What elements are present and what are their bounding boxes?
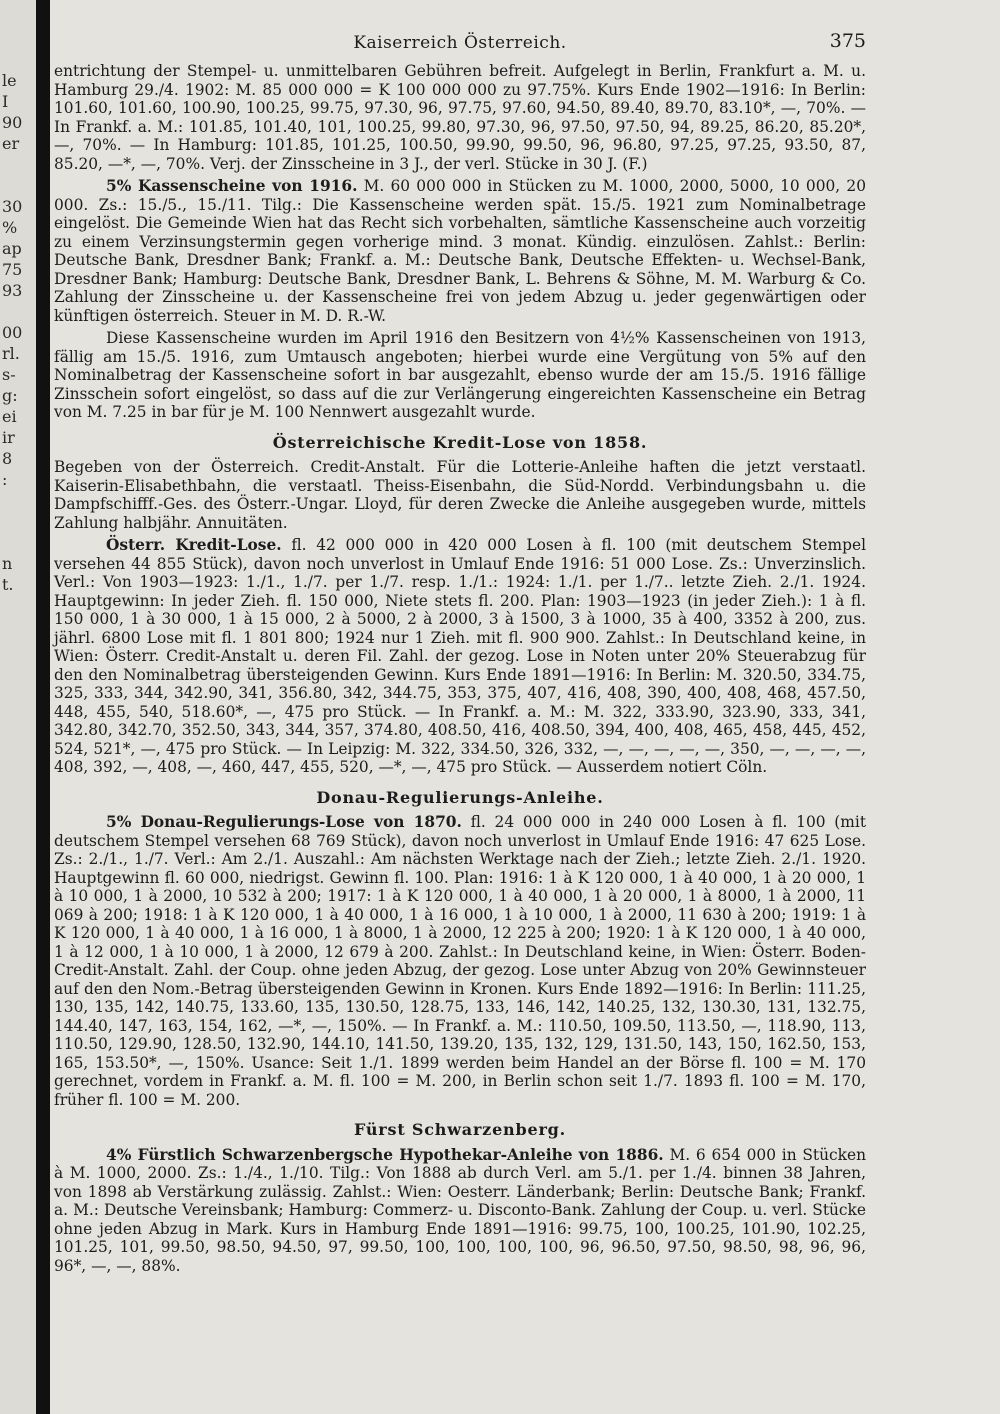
margin-fragment: 93 [2,281,23,300]
entry-donau-lose [54,813,866,1109]
entry-oesterr-kredit-lose [54,536,866,777]
paragraph-exchange-note [54,329,866,422]
paragraph-kredit-lose-intro: Begeben von der Österreich. Credit-Anstalt. Für die Lotterie-Anleihe haften die jetzt verstaatl. Kaiserin-Elisabethbahn, die verstaatl. Theiss-Eisenbahn, die Süd-Nordd. Verbindungsbahn u. die Dampfschifff.-Ges. des Österr.-Ungar. Lloyd, für deren Zwecke die Anleihe ausgegeben wurde, mittels Zahlung halbjähr. Annuitäten. [54,458,866,532]
entry-text: fl. 42 000 000 in 420 000 Losen à fl. 100 (mit deutschem Stempel versehen 44 855 Stück), davon noch unverlost in Umlauf Ende 1916: 51 000 Lose. Zs.: Unverzinslich. Verl.: Von 1903—1923: 1./1., 1./7. per 1./7. resp. 1./1.: 1924: 1./1. per 1./7.. letzte Zieh. 2./1. 1924. Hauptgewinn: In jeder Zieh. fl. 150 000, Niete stets fl. 200. Plan: 1903—1923 (in jeder Zieh.): 1 à fl. 150 000, 1 à 30 000, 1 à 15 000, 2 à 5000, 2 à 2000, 3 à 1500, 3 à 1000, 35 à 400, 3352 à 200, zus. jährl. 6800 Lose mit fl. 1 801 800; 1924 nur 1 Zieh. mit fl. 900 900. Zahlst.: In Deutschland keine, in Wien: Österr. Credit-Anstalt u. deren Fil. Zahl. der gezog. Lose in Noten unter 20% Steuerabzug für den den Nominalbetrag übersteigenden Gewinn. Kurs Ende 1891—1916: In Berlin: M. 320.50, 334.75, 325, 333, 344, 342.90, 341, 356.80, 342, 344.75, 353, 375, 407, 416, 408, 390, 400, 408, 468, 457.50, 448, 455, 540, 518.60*, —, 475 pro Stück. — In Frankf. a. M.: M. 322, 333.90, 323.90, 333, 341, 342.80, 342.70, 352.50, 343, 344, 357, 374.80, 408.50, 416, 408.50, 394, 400, 408, 465, 458, 445, 452, 524, 521*, —, 475 pro Stück. — In Leipzig: M. 322, 334.50, 326, 332, —, —, —, —, —, 350, —, —, —, —, 408, 392, —, 408, —, 460, 447, 455, 520, —*, —, 475 pro Stück. — Ausserdem notiert Cöln. [54,536,866,776]
margin-fragment: 00 [2,323,23,342]
margin-fragment: er [2,134,20,153]
entry-kassenscheine-1916 [54,177,866,325]
margin-fragment: s- [2,365,16,384]
margin-fragment: 30 [2,197,23,216]
margin-fragment: ap [2,239,22,258]
page-number: 375 [829,30,866,52]
section-title-kredit-lose: Österreichische Kredit-Lose von 1858. [272,432,648,452]
entry-text: fl. 24 000 000 in 240 000 Losen à fl. 100 (mit deutschem Stempel versehen 68 769 Stück), davon noch unverlost in Umlauf Ende 1916: 47 625 Lose. Zs.: 2./1., 1./7. Verl.: Am 2./1. Auszahl.: Am nächsten Werktage nach der Zieh.; letzte Zieh. 2./1. 1920. Hauptgewinn fl. 60 000, niedrigst. Gewinn fl. 100. Plan: 1916: 1 à K 120 000, 1 à 40 000, 1 à 20 000, 1 à 10 000, 1 à 2000, 10 532 à 200; 1917: 1 à K 120 000, 1 à 40 000, 1 à 20 000, 1 à 8000, 1 à 2000, 11 069 à 200; 1918: 1 à K 120 000, 1 à 40 000, 1 à 16 000, 1 à 10 000, 1 à 2000, 11 630 à 200; 1919: 1 à K 120 000, 1 à 40 000, 1 à 16 000, 1 à 8000, 1 à 2000, 12 225 à 200; 1920: 1 à K 120 000, 1 à 40 000, 1 à 12 000, 1 à 10 000, 1 à 2000, 12 679 à 200. Zahlst.: In Deutschland keine, in Wien: Österr. Boden-Credit-Anstalt. Zahl. der Coup. ohne jeden Abzug, der gezog. Lose unter Abzug von 20% Gewinnsteuer auf den den Nom.-Betrag übersteigenden Gewinn in Kronen. Kurs Ende 1892—1916: In Berlin: 111.25, 130, 135, 142, 140.75, 133.60, 135, 130.50, 128.75, 133, 146, 142, 140.25, 132, 130.30, 131, 132.75, 144.40, 147, 163, 154, 162, —*, —, 150%. — In Frankf. a. M.: 110.50, 109.50, 113.50, —, 118.90, 113, 110.50, 129.90, 128.50, 132.90, 144.10, 141.50, 139.20, 135, 132, 129, 131.50, 143, 150, 162.50, 153, 165, 153.50*, —, 150%. Usance: Seit 1./1. 1899 werden beim Handel an der Börse fl. 100 = M. 170 gerechnet, vordem in Frankf. a. M. fl. 100 = M. 200, in Berlin schon seit 1./7. 1893 fl. 100 = M. 170, früher fl. 100 = M. 200. [54,813,867,1109]
margin-fragment: n [2,554,13,573]
book-spine-shadow [36,0,50,1414]
page-header [54,28,866,62]
paragraph-bond-continuation: entrichtung der Stempel- u. unmittelbaren Gebühren befreit. Aufgelegt in Berlin, Frankfurt a. M. u. Hamburg 29./4. 1902: M. 85 000 000 = K 100 000 000 zu 97.75%. Kurs Ende 1902—1916: In Berlin: 101.60, 101.60, 100.90, 100.25, 99.75, 97.30, 96, 97.75, 97.60, 94.50, 89.40, 89.70, 83.10*, —, 70%. — In Frankf. a. M.: 101.85, 101.40, 101, 100.25, 99.80, 97.30, 96, 97.50, 97.50, 94, 89.25, 86.20, 85.20*, —, 70%. — In Hamburg: 101.85, 101.25, 100.50, 99.90, 99.50, 96, 96.80, 97.25, 97.25, 93.50, 87, 85.20, —*, —, 70%. Verj. der Zinsscheine in 3 J., der verl. Stücke in 30 J. (F.) [54,62,866,173]
margin-fragment: ir [2,428,15,447]
margin-fragment: le [2,71,17,90]
entry-text: Diese Kassenscheine wurden im April 1916 den Besitzern von 4½% Kassenscheinen von 1913, fällig am 15./5. 1916, zum Umtausch angeboten; hierbei wurde eine Vergütung von 5% auf den Nominalbetrag der Kassenscheine sofort in bar ausgezahlt, ebenso wurde der am 15./5. 1916 fällige Zinsschein sofort eingelöst, so dass auf die zur Verlängerung eingereichten Kassenscheine ein Betrag von M. 7.25 in bar für je M. 100 Nennwert ausgezahlt wurde. [54,329,866,421]
margin-fragment: rl. [2,344,20,363]
running-title: Kaiserreich Österreich. [353,33,567,53]
margin-fragment: 75 [2,260,23,279]
margin-fragment: g: [2,386,18,405]
section-title-schwarzenberg: Fürst Schwarzenberg. [353,1120,567,1139]
entry-text: M. 60 000 000 in Stücken zu M. 1000, 2000, 5000, 10 000, 20 000. Zs.: 15./5., 15./11. Tilg.: Die Kassenscheine werden spät. 15./5. 1921 zum Nominalbetrage eingelöst. Die Gemeinde Wien hat das Recht sich vorbehalten, sämtliche Kassenscheine auch vorzeitig zu einem Verzinsungstermin gegen vorherige mind. 3 monat. Kündig. einzulösen. Zahlst.: Berlin: Deutsche Bank, Dresdner Bank; Frankf. a. M.: Deutsche Bank, Deutsche Effekten- u. Wechsel-Bank, Dresdner Bank; Hamburg: Deutsche Bank, Dresdner Bank, L. Behrens & Söhne, M. M. Warburg & Co. Zahlung der Zinsscheine u. der Kassenscheine frei von jedem Abzug u. jeder gegenwärtigen oder künftigen österreich. Steuer in M. D. R.-W. [54,177,866,325]
margin-fragment: t. [2,575,14,594]
margin-fragment: ei [2,407,17,426]
margin-fragment: 8 [2,449,13,468]
margin-fragment: : [2,470,8,489]
entry-lead: 4% Fürstlich Schwarzenbergsche Hypothekar-Anleihe von 1886. [106,1145,664,1164]
entry-lead: Österr. Kredit-Lose. [106,536,282,554]
entry-text: M. 6 654 000 in Stücken à M. 1000, 2000. Zs.: 1./4., 1./10. Tilg.: Von 1888 ab durch Verl. am 5./1. per 1./4. binnen 38 Jahren, von 1898 ab Verstärkung zulässig. Zahlst.: Wien: Oesterr. Länderbank; Berlin: Deutsche Bank; Frankf. a. M.: Deutsche Vereinsbank; Hamburg: Commerz- u. Disconto-Bank. Zahlung der Coup. u. verl. Stücke ohne jeden Abzug in Mark. Kurs in Hamburg Ende 1891—1916: 99.75, 100, 100.25, 101.90, 102.25, 101.25, 101, 99.50, 98.50, 94.50, 97, 99.50, 100, 100, 100, 100, 96, 96.50, 97.50, 98.50, 98, 96, 96, 96*, —, —, 88%. [54,1145,866,1275]
section-title-donau: Donau-Regulierungs-Anleihe. [316,787,604,807]
entry-schwarzenberg-anleihe [54,1146,866,1276]
entry-lead: 5% Kassenscheine von 1916. [106,177,358,195]
margin-fragment: I [2,92,9,111]
entry-lead: 5% Donau-Regulierungs-Lose von 1870. [106,813,462,831]
page-content [54,28,866,1275]
margin-fragment: % [2,218,18,237]
margin-fragment: 90 [2,113,23,132]
